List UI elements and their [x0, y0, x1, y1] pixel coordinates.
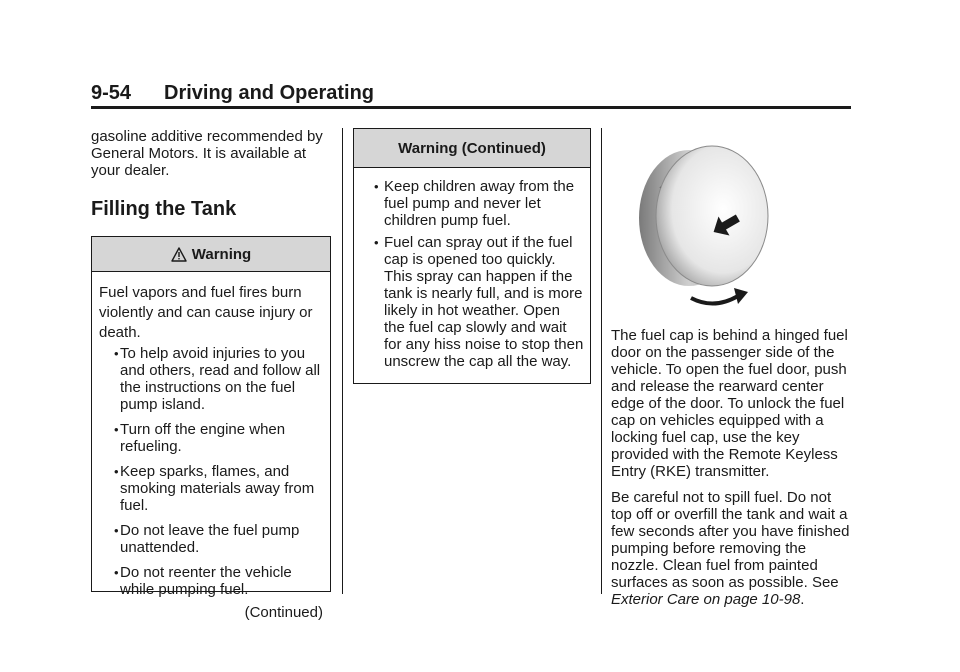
bullet-icon: •: [114, 523, 119, 538]
bullet-icon: •: [114, 565, 119, 580]
warning-header: [92, 237, 330, 272]
section-title: Driving and Operating: [164, 82, 375, 104]
bullet-icon: •: [114, 464, 119, 479]
warning-title: Warning: [191, 245, 252, 263]
bullet-icon: •: [114, 422, 119, 437]
continued-label: (Continued): [244, 604, 323, 621]
column-2: [353, 128, 591, 384]
warning-bullet-list: [360, 178, 584, 370]
warning-triangle-icon: [171, 247, 187, 262]
fuel-cap-icon: [626, 128, 776, 308]
intro-paragraph: gasoline additive recommended by General Motors. It is available at your dealer.: [91, 128, 323, 179]
warning-header: [354, 129, 590, 168]
list-item: • Keep sparks, flames, and smoking materials away from fuel.: [114, 463, 315, 514]
fuel-door-paragraph: The fuel cap is behind a hinged fuel door on the passenger side of the vehicle. To open the fuel door, push and release the rearward center edge of the door. To unlock the fuel cap on vehicles equipped with a locking fuel cap, use the key provided with the Remote Keyless Entry (RKE) transmitter.: [611, 327, 848, 480]
list-item: • Do not reenter the vehicle while pumping fuel.: [114, 564, 292, 598]
warning-bullet-list: [99, 345, 323, 598]
page-number: 9-54: [91, 82, 132, 104]
page-header: [91, 82, 851, 109]
warning-box: [91, 236, 331, 621]
warning-body: [92, 272, 330, 627]
list-item: • Turn off the engine when refueling.: [114, 421, 286, 455]
list-item: • Do not leave the fuel pump unattended.: [114, 522, 300, 556]
list-item: • Keep children away from the fuel pump and never let children pump fuel.: [374, 178, 575, 229]
page-reference-link[interactable]: Exterior Care on page 10-98: [611, 591, 801, 608]
column-1: [91, 128, 331, 621]
column-divider-1: [342, 128, 343, 594]
warning-continued-box: [353, 128, 591, 384]
warning-intro: Fuel vapors and fuel fires burn violently and can cause injury or death.: [99, 284, 313, 341]
careful-paragraph: Be careful not to spill fuel. Do not top off or overfill the tank and wait a few seconds after you have finished pumping before removing the nozzle. Clean fuel from painted surfaces as soon as possible. See Exterior Care on page 10-98.: [611, 489, 850, 608]
list-item: • To help avoid injuries to you and others, read and follow all the instructions on the fuel pump island.: [114, 345, 321, 413]
column-3: [611, 128, 856, 617]
list-item: • Fuel can spray out if the fuel cap is opened too quickly. This spray can happen if the tank is nearly full, and is more likely in hot weather. Open the fuel cap slowly and wait for any hiss noise to stop then unscrew the cap all the way.: [374, 234, 584, 370]
bullet-icon: •: [374, 235, 379, 250]
fuel-cap-illustration: [626, 128, 776, 308]
warning-title: Warning (Continued): [398, 139, 546, 157]
column-divider-2: [601, 128, 602, 594]
bullet-icon: •: [374, 179, 379, 194]
section-heading: Filling the Tank: [91, 198, 237, 220]
bullet-icon: •: [114, 346, 119, 361]
warning-body: [354, 168, 590, 383]
